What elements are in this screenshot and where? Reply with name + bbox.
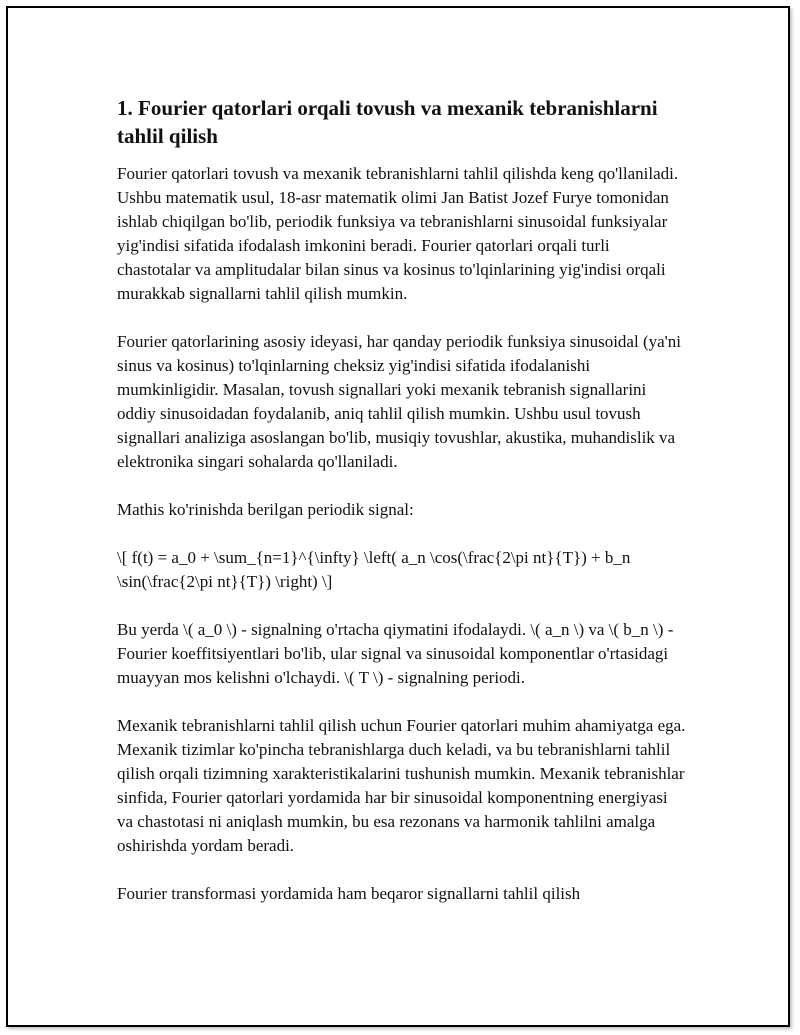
formula-fourier-series: \[ f(t) = a_0 + \sum_{n=1}^{\infty} \left( a_n \cos(\frac{2\pi nt}{T}) + b_n \sin(\frac{2\pi nt}{T}) \right) \] — [117, 548, 631, 591]
paragraph-coefficients: Bu yerda \( a_0 \) - signalning o'rtacha qiymatini ifodalaydi. \( a_n \) va \( b_n \) - Fourier koeffitsiyentlari bo'lib, ular signal va sinusoidal komponentlar o'rtasidagi muayyan mos kelishni o'lchaydi. \( T \) - signalning periodi. — [117, 620, 674, 687]
paragraph-signal-intro: Mathis ko'rinishda berilgan periodik signal: — [117, 500, 414, 519]
paragraph-transform: Fourier transformasi yordamida ham beqaror signallarni tahlil qilish — [117, 884, 581, 903]
paragraph-main-idea: Fourier qatorlarining asosiy ideyasi, har qanday periodik funksiya sinusoidal (ya'ni sinus va kosinus) to'lqinlarning cheksiz yig'indisi sifatida ifodalanishi mumkinligidir. Masalan, tovush signallari yoki mexanik tebranish signallarini oddiy sinusoidadan foydalanib, aniq tahlil qilish mumkin. Ushbu usul tovush signallari analiziga asoslangan bo'lib, musiqiy tovushlar, akustika, muhandislik va elektronika singari sohalarda qo'llaniladi. — [117, 332, 681, 471]
section-heading: 1. Fourier qatorlari orqali tovush va mexanik tebranishlarni tahlil qilish — [117, 96, 658, 148]
document-body — [117, 94, 687, 930]
paragraph-mechanical: Mexanik tebranishlarni tahlil qilish uchun Fourier qatorlari muhim ahamiyatga ega. Mexanik tizimlar ko'pincha tebranishlarga duch keladi, va bu tebranishlarni tahlil qilish orqali tizimning xarakteristikalarini tushunish mumkin. Mexanik tebranishlar sinfida, Fourier qatorlari yordamida har bir sinusoidal komponentning energiyasi va chastotasi ni aniqlash mumkin, bu esa rezonans va harmonik tahlilni amalga oshirishda yordam beradi. — [117, 716, 686, 855]
paragraph-intro: Fourier qatorlari tovush va mexanik tebranishlarni tahlil qilishda keng qo'llaniladi. Ushbu matematik usul, 18-asr matematik olimi Jan Batist Jozef Furye tomonidan ishlab chiqilgan bo'lib, periodik funksiya va tebranishlarni sinusoidal funksiyalar yig'indisi sifatida ifodalash imkonini beradi. Fourier qatorlari orqali turli chastotalar va amplitudalar bilan sinus va kosinus to'lqinlarining yig'indisi orqali murakkab signallarni tahlil qilish mumkin. — [117, 164, 679, 303]
